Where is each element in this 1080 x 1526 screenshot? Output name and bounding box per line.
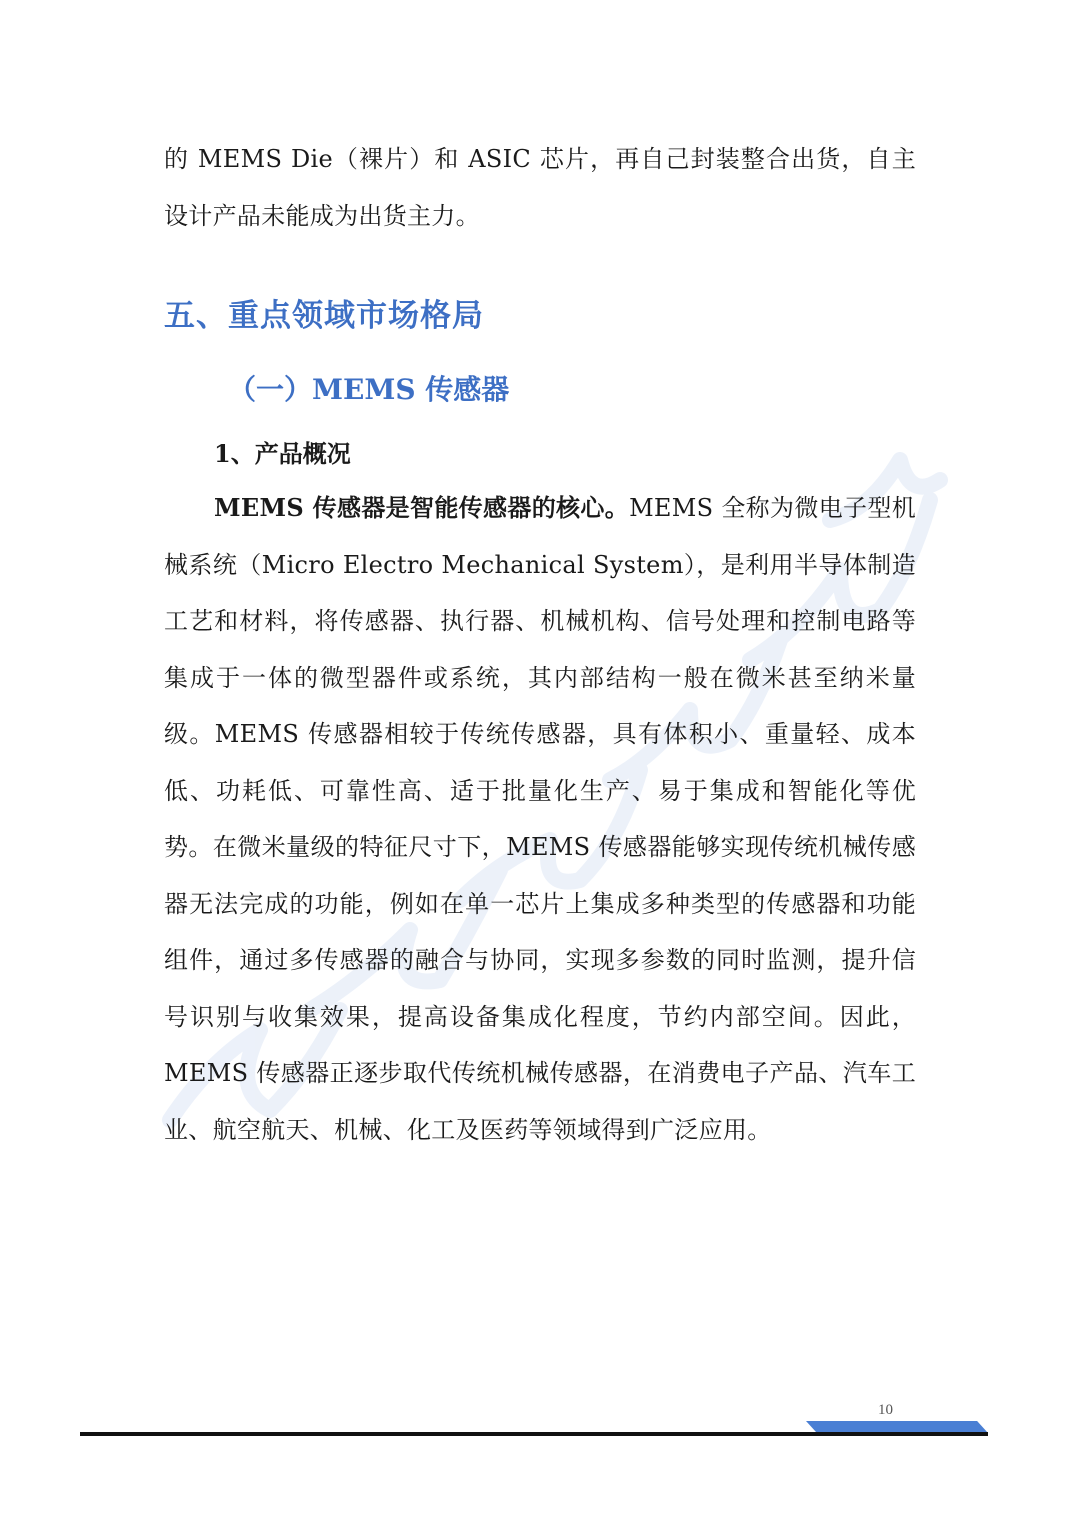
paragraph-continuation: 的 MEMS Die（裸片）和 ASIC 芯片，再自己封装整合出货，自主设计产品未能成为出货主力。 xyxy=(164,145,916,230)
paragraph-body: MEMS 全称为微电子型机械系统（Micro Electro Mechanical System），是利用半导体制造工艺和材料，将传感器、执行器、机械机构、信号处理和控制电路等集成于一体的微型器件或系统，其内部结构一般在微米甚至纳米量级。MEMS 传感器相较于传统传感器，具有体积小、重量轻、成本低、功耗低、可靠性高、适于批量化生产、易于集成和智能化等优势。在微米量级的特征尺寸下，MEMS 传感器能够实现传统机械传感器无法完成的功能，例如在单一芯片上集成多种类型的传感器和功能组件，通过多传感器的融合与协同，实现多参数的同时监测，提升信号识别与收集效果，提高设备集成化程度，节约内部空间。因此，MEMS 传感器正逐步取代传统机械传感器，在消费电子产品、汽车工业、航空航天、机械、化工及医药等领域得到广泛应用。 xyxy=(164,494,917,1144)
footer-rule xyxy=(80,1432,988,1436)
paragraph-lead-bold: MEMS 传感器是智能传感器的核心。 xyxy=(214,493,630,522)
item-heading: 1、产品概况 xyxy=(214,439,351,468)
paragraph-main xyxy=(164,480,916,1158)
subsection-heading: （一）MEMS 传感器 xyxy=(228,373,510,406)
page-number: 10 xyxy=(878,1402,893,1418)
section-heading: 五、重点领域市场格局 xyxy=(164,298,484,334)
